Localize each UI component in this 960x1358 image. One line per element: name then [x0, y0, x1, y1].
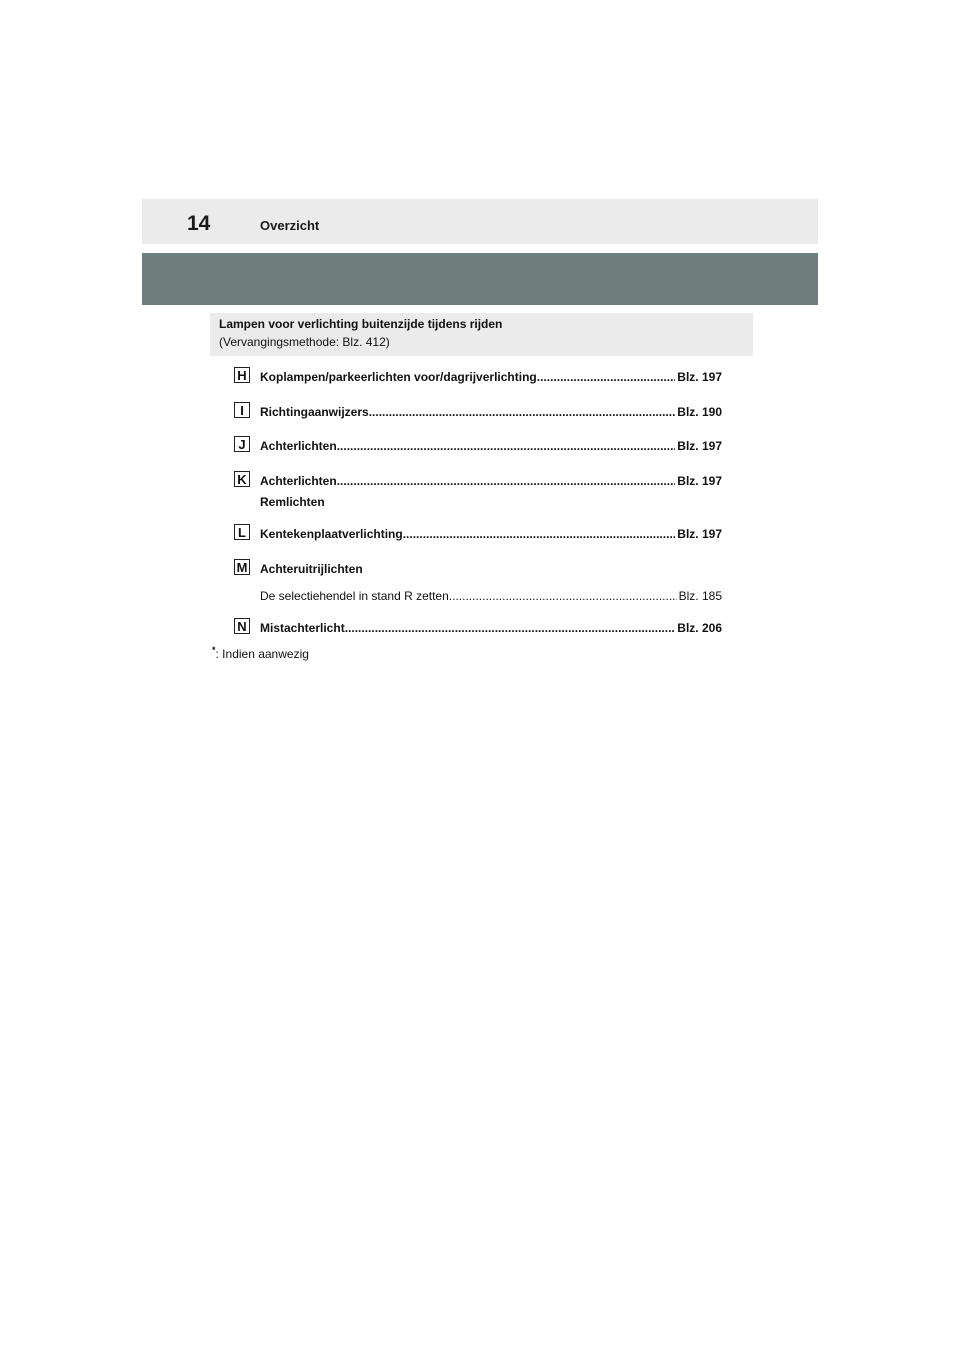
item-label: Achteruitrijlichten [260, 562, 363, 576]
page-reference[interactable]: Blz. 197 [677, 474, 722, 488]
list-item [260, 439, 722, 453]
item-sub-label: De selectiehendel in stand R zetten [260, 589, 449, 603]
page-reference[interactable]: Blz. 197 [677, 527, 722, 541]
list-item [260, 370, 722, 384]
item-label: Achterlichten [260, 474, 337, 488]
dot-leader [369, 405, 676, 419]
item-badge-k: K [234, 471, 250, 487]
dot-leader [449, 589, 677, 603]
item-badge-j: J [234, 436, 250, 452]
page-number: 14 [187, 212, 211, 235]
page-reference[interactable]: Blz. 185 [678, 589, 722, 603]
section-title: Overzicht [260, 218, 320, 233]
list-item [260, 405, 722, 419]
item-extra-label: Remlichten [260, 495, 325, 509]
dot-leader [337, 474, 676, 488]
item-label: Koplampen/parkeerlichten voor/dagrijverlichting [260, 370, 537, 384]
list-item [260, 621, 722, 635]
item-badge-h: H [234, 367, 250, 383]
list-item [260, 474, 722, 488]
dot-leader [337, 439, 676, 453]
item-label: Richtingaanwijzers [260, 405, 369, 419]
footnote [212, 643, 309, 661]
info-box-subtitle: (Vervangingsmethode: Blz. 412) [219, 335, 390, 349]
item-badge-m: M [234, 559, 250, 575]
list-item [260, 589, 722, 603]
title-band [142, 253, 818, 305]
item-label: Kentekenplaatverlichting [260, 527, 403, 541]
footnote-marker: * [212, 645, 216, 655]
page-reference[interactable]: Blz. 197 [677, 370, 722, 384]
info-box-title: Lampen voor verlichting buitenzijde tijdens rijden [219, 317, 503, 331]
dot-leader [537, 370, 676, 384]
page-reference[interactable]: Blz. 206 [677, 621, 722, 635]
page-reference[interactable]: Blz. 197 [677, 439, 722, 453]
item-badge-i: I [234, 402, 250, 418]
item-label: Achterlichten [260, 439, 337, 453]
item-badge-l: L [234, 524, 250, 540]
page-reference[interactable]: Blz. 190 [677, 405, 722, 419]
dot-leader [345, 621, 676, 635]
footnote-text: : Indien aanwezig [215, 647, 309, 661]
list-item [260, 527, 722, 541]
page-header [142, 199, 818, 244]
dot-leader [403, 527, 676, 541]
info-box [210, 313, 753, 356]
item-label: Mistachterlicht [260, 621, 345, 635]
item-badge-n: N [234, 618, 250, 634]
